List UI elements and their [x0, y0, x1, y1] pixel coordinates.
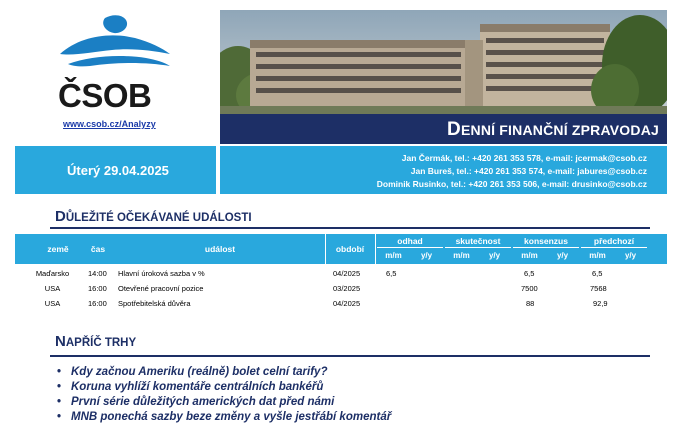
col-consensus-mm: m/m	[521, 251, 538, 260]
bullet-icon: •	[57, 366, 62, 378]
list-item: • MNB ponechá sazby beze změny a vyšle jestřábí komentář	[57, 411, 392, 423]
bullet-icon: •	[57, 381, 62, 393]
col-consensus-yy: y/y	[556, 251, 569, 260]
col-event: událost	[204, 244, 236, 254]
events-section-title: DŮLEŽITÉ OČEKÁVANÉ UDÁLOSTI	[55, 208, 252, 225]
csob-logo-icon	[50, 14, 180, 76]
col-actual-yy: y/y	[488, 251, 501, 260]
col-estimate-yy: y/y	[420, 251, 433, 260]
newsletter-title: DENNÍ FINANČNÍ ZPRAVODAJ	[447, 119, 659, 140]
col-actual: skutečnost	[445, 236, 511, 248]
col-estimate-mm: m/m	[385, 251, 402, 260]
col-consensus: konsenzus	[513, 236, 579, 248]
events-table-header	[15, 234, 667, 264]
list-item: • Koruna vyhlíží komentáře centrálních bankéřů	[57, 381, 324, 393]
newsletter-title-bar	[220, 114, 667, 144]
bullet-icon: •	[57, 396, 62, 408]
section-divider	[50, 355, 650, 357]
logo-wordmark: ČSOB	[58, 77, 152, 114]
col-actual-mm: m/m	[453, 251, 470, 260]
list-item: • První série důležitých amerických dat před námi	[57, 396, 335, 408]
date-panel	[15, 146, 216, 194]
markets-section-title: NAPŘÍČ TRHY	[55, 333, 137, 350]
col-country: země	[47, 244, 69, 254]
table-row: USA 16:00 Otevřené pracovní pozice 03/2025 7500 7568	[44, 284, 607, 293]
col-previous-mm: m/m	[589, 251, 606, 260]
column-separator	[375, 234, 376, 264]
col-estimate: odhad	[377, 236, 443, 248]
csob-logo	[50, 14, 180, 114]
col-previous: předchozí	[581, 236, 647, 248]
contact-line: Jan Bureš, tel.: +420 261 353 574, e-mail: jabures@csob.cz	[410, 166, 647, 176]
col-time: čas	[90, 244, 106, 254]
markets-bullet-list	[55, 366, 391, 426]
contact-line: Dominik Rusinko, tel.: +420 261 353 506, e-mail: drusinko@csob.cz	[376, 179, 647, 189]
table-row: USA 16:00 Spotřebitelská důvěra 04/2025 88 92,9	[44, 299, 608, 308]
analyzy-link[interactable]: www.csob.cz/Analyzy	[63, 119, 156, 129]
bullet-icon: •	[57, 411, 62, 423]
list-item: • Kdy začnou Ameriku (reálně) bolet celní tarify?	[57, 366, 328, 378]
header-photo	[220, 10, 667, 114]
col-previous-yy: y/y	[624, 251, 637, 260]
contact-line: Jan Čermák, tel.: +420 261 353 578, e-mail: jcermak@csob.cz	[401, 153, 647, 163]
contacts-panel	[220, 146, 667, 194]
section-divider	[50, 227, 650, 229]
table-row: Maďarsko 14:00 Hlavní úroková sazba v % 04/2025 6,5 6,5 6,5	[35, 269, 603, 278]
col-period: období	[335, 244, 365, 254]
issue-date: Úterý 29.04.2025	[67, 163, 169, 178]
